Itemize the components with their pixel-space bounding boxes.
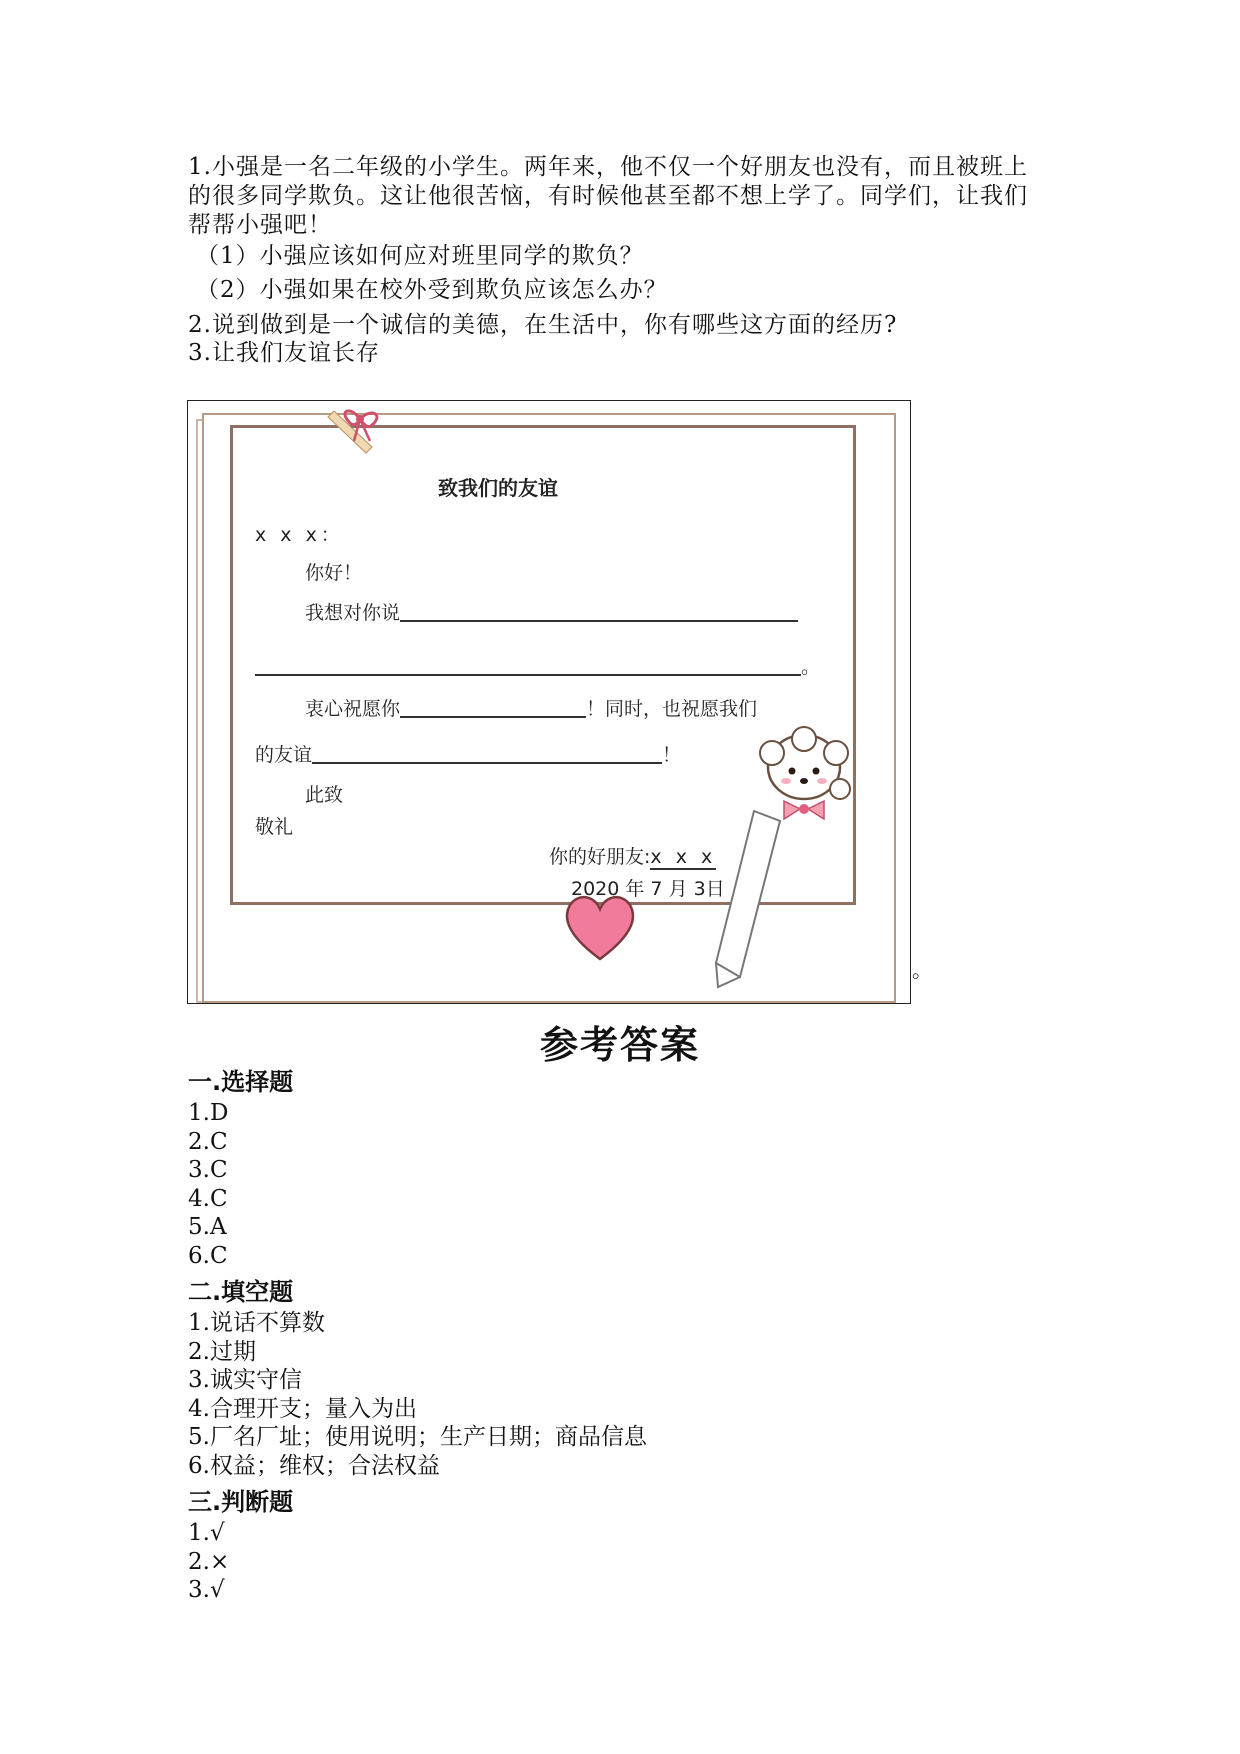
question-3: 3.让我们友谊长存 bbox=[188, 340, 380, 366]
answer-item: 4.C bbox=[188, 1185, 228, 1212]
question-1-sub-2: （2）小强如果在校外受到欺负应该怎么办？ bbox=[196, 277, 668, 303]
answer-item: 4.合理开支；量入为出 bbox=[188, 1395, 417, 1422]
letter-greeting: 你好！ bbox=[305, 562, 363, 584]
answer-list-judge bbox=[188, 1519, 229, 1605]
letter-line-2 bbox=[255, 652, 820, 679]
answer-item: 1.D bbox=[188, 1100, 229, 1126]
letter-closing-1: 此致 bbox=[305, 784, 344, 806]
heart-icon bbox=[560, 889, 640, 965]
question-1: 1.小强是一名二年级的小学生。两年来，他不仅一个好朋友也没有，而且被班上的很多同学欺负。这让他很苦恼，有时候他甚至都不想上学了。同学们，让我们帮帮小强吧！ bbox=[188, 154, 1028, 238]
letter-line-1 bbox=[305, 598, 798, 625]
answer-item: 3.√ bbox=[188, 1577, 225, 1604]
letter-line-2-end: 。 bbox=[801, 656, 821, 678]
puppy-icon bbox=[748, 719, 860, 839]
ribbon-bow-icon bbox=[320, 401, 400, 461]
section-heading-choice: 一.选择题 bbox=[188, 1068, 294, 1096]
section-heading-fill: 二.填空题 bbox=[188, 1278, 294, 1306]
answer-item: 3.C bbox=[188, 1157, 228, 1184]
answer-item: 1.√ bbox=[188, 1520, 225, 1546]
trailing-period: 。 bbox=[912, 958, 932, 982]
answer-item: 5.厂名厂址；使用说明；生产日期；商品信息 bbox=[188, 1424, 647, 1451]
friendship-letter-card bbox=[187, 400, 911, 1004]
answer-list-choice bbox=[188, 1099, 228, 1271]
blank-line bbox=[312, 762, 662, 764]
section-heading-judge: 三.判断题 bbox=[188, 1488, 294, 1516]
question-2: 2.说到做到是一个诚信的美德，在生活中，你有哪些这方面的经历? bbox=[188, 312, 898, 338]
blank-line bbox=[400, 620, 798, 622]
letter-signature-name: x x x bbox=[650, 846, 717, 868]
answer-item: 6.C bbox=[188, 1242, 228, 1269]
letter-line-4-text-a: 的友谊 bbox=[255, 744, 313, 766]
letter-salutation: x x x： bbox=[255, 524, 344, 546]
letter-closing-2: 敬礼 bbox=[255, 816, 294, 838]
answer-item: 2.过期 bbox=[188, 1338, 256, 1365]
letter-date: 2020 年 7 月 3日 bbox=[571, 878, 725, 900]
answer-item: 1.说话不算数 bbox=[188, 1310, 325, 1336]
answer-item: 5.A bbox=[188, 1214, 227, 1241]
answer-item: 2.× bbox=[188, 1548, 230, 1575]
answer-item: 6.权益；维权；合法权益 bbox=[188, 1452, 440, 1479]
letter-line-3-text-b: ！同时，也祝愿我们 bbox=[586, 698, 758, 720]
blank-line bbox=[255, 674, 801, 676]
answer-item: 2.C bbox=[188, 1128, 228, 1155]
question-1-sub-1: （1）小强应该如何应对班里同学的欺负？ bbox=[196, 243, 644, 269]
letter-line-4 bbox=[255, 740, 681, 767]
letter-line-4-text-b: ！ bbox=[662, 744, 682, 766]
letter-line-3-text-a: 衷心祝愿你 bbox=[305, 698, 401, 720]
answer-list-fill bbox=[188, 1309, 647, 1481]
answer-item: 3.诚实守信 bbox=[188, 1367, 302, 1394]
blank-line bbox=[400, 716, 586, 718]
answers-title: 参考答案 bbox=[539, 1023, 700, 1067]
letter-line-3 bbox=[305, 694, 757, 721]
letter-line-1-text: 我想对你说 bbox=[305, 602, 401, 624]
letter-signature-label: 你的好朋友: bbox=[549, 846, 651, 868]
letter-title: 致我们的友谊 bbox=[438, 476, 558, 500]
letter-signature bbox=[549, 842, 716, 869]
